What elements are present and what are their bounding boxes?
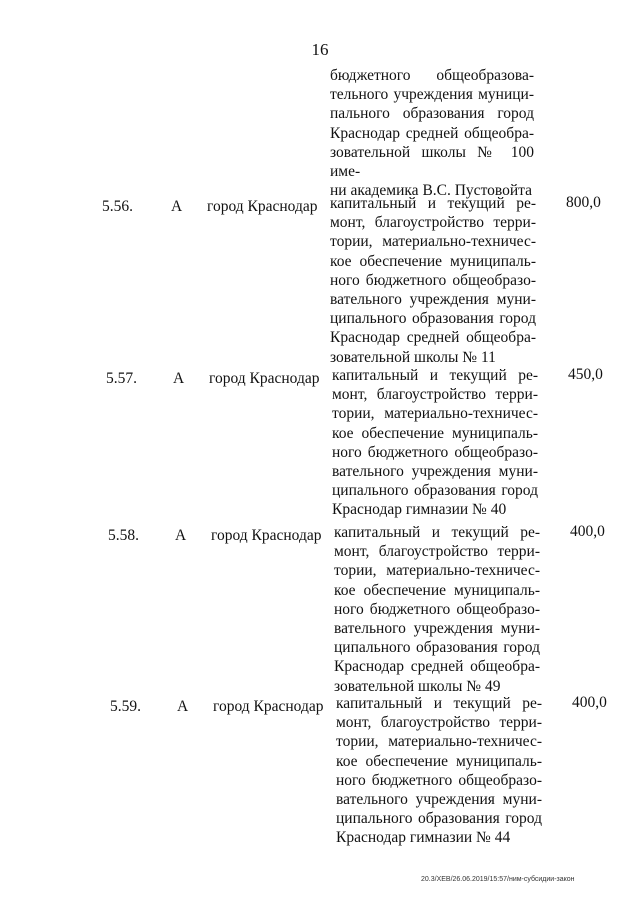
text-line: монт, благоустройство терри- — [332, 386, 538, 404]
text-line: Краснодар средней общеобра- — [334, 658, 540, 676]
row-amount: 400,0 — [570, 523, 605, 540]
text-line: капитальный и текущий ре- — [336, 695, 542, 712]
text-line: кое обеспечение муниципаль- — [334, 581, 540, 599]
text-line: тории, материально-техничес- — [330, 233, 536, 251]
text-line: Краснодар средней общеобра- — [330, 124, 534, 142]
text-line: ного бюджетного общеобразо- — [334, 600, 540, 618]
text-line: пального образования город — [330, 105, 534, 123]
text-line: кое обеспечение муниципаль- — [332, 424, 538, 442]
text-line: капитальный и текущий ре- — [334, 524, 540, 541]
text-line: Краснодар гимназии № 44 — [336, 829, 511, 847]
text-line: ципального образования город — [330, 310, 536, 328]
text-line: ципального образования город — [334, 639, 540, 657]
table-row — [0, 366, 640, 519]
text-line: бюджетного общеобразова- — [330, 67, 534, 84]
text-line: вательного учреждения муни- — [330, 291, 536, 309]
text-line: монт, благоустройство терри- — [330, 214, 536, 232]
row-description — [330, 194, 536, 367]
footer-code: 20.3/XEB/26.06.2019/15:57/ним-субсидии-закон — [421, 876, 575, 883]
text-line: вательного учреждения муни- — [336, 791, 542, 809]
text-line: Краснодар гимназии № 40 — [332, 501, 507, 519]
text-line: ного бюджетного общеобразо- — [332, 443, 538, 461]
text-line: вательного учреждения муни- — [332, 463, 538, 481]
text-line: монт, благоустройство терри- — [334, 543, 540, 561]
row-number: 5.59. — [110, 698, 141, 715]
row-category: А — [171, 198, 183, 215]
row-city: город Краснодар — [211, 527, 322, 544]
text-line: вательного учреждения муни- — [334, 620, 540, 638]
row-city: город Краснодар — [207, 198, 318, 215]
row-number: 5.57. — [106, 370, 137, 387]
text-line: ного бюджетного общеобразо- — [330, 271, 536, 289]
text-line: кое обеспечение муниципаль- — [330, 252, 536, 270]
row-number: 5.56. — [102, 198, 133, 215]
row-city: город Краснодар — [209, 370, 320, 387]
text-line: зовательной школы № 11 — [330, 348, 496, 366]
text-line: тории, материально-техничес- — [334, 562, 540, 580]
row-description — [332, 366, 538, 520]
text-line: капитальный и текущий ре- — [332, 367, 538, 384]
continuation-text — [330, 66, 534, 200]
row-number: 5.58. — [108, 527, 139, 544]
row-amount: 400,0 — [572, 694, 607, 711]
text-line: ного бюджетного общеобразо- — [336, 771, 542, 789]
text-line: Краснодар средней общеобра- — [330, 329, 536, 347]
row-description — [336, 694, 542, 848]
table-row — [0, 523, 640, 695]
row-amount: 800,0 — [566, 194, 601, 211]
row-amount: 450,0 — [568, 366, 603, 383]
page-number: 16 — [311, 40, 329, 59]
row-city: город Краснодар — [213, 698, 324, 715]
text-line: ципального образования город — [336, 810, 542, 828]
text-line: зовательной школы № 100 име- — [330, 143, 534, 181]
text-line: тории, материально-техничес- — [336, 733, 542, 751]
table-row — [0, 194, 640, 366]
text-line: капитальный и текущий ре- — [330, 195, 536, 212]
text-line: монт, благоустройство терри- — [336, 714, 542, 732]
text-line: тельного учреждения муници- — [330, 86, 534, 104]
row-category: А — [177, 698, 189, 715]
text-line: тории, материально-техничес- — [332, 405, 538, 423]
text-line: ципального образования город — [332, 482, 538, 500]
row-category: А — [175, 527, 187, 544]
text-line: кое обеспечение муниципаль- — [336, 752, 542, 770]
row-description — [334, 523, 540, 696]
text-line: зовательной школы № 49 — [334, 677, 501, 695]
text-line: ни академика В.С. Пустовойта — [330, 182, 532, 200]
table-row — [0, 694, 640, 847]
row-category: А — [173, 370, 185, 387]
